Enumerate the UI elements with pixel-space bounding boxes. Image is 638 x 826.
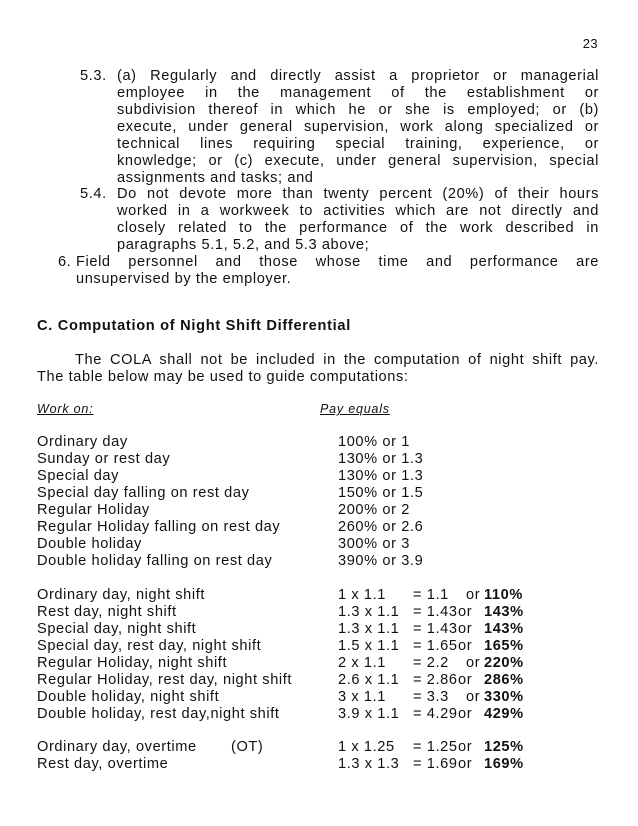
equals-cell: = 4.29 [413,706,458,722]
calc-cell: 1.3 x 1.1 [338,621,400,637]
table-row [0,519,638,536]
item-line: Do not devote more than twenty percent (20%) of their hours [117,186,599,202]
calc-cell: 1.5 x 1.1 [338,638,400,654]
percent-cell: 220% [484,655,524,671]
table-row [0,638,638,655]
table-row [0,739,638,756]
section-heading: C. Computation of Night Shift Differential [37,318,351,334]
table-row [0,756,638,773]
equals-cell: = 1.25 [413,739,458,755]
work-cell: Rest day, overtime [37,756,169,772]
pay-cell: 300% or 3 [338,536,410,552]
table-row [0,689,638,706]
table-row [0,587,638,604]
pay-cell: 100% or 1 [338,434,410,450]
pay-cell: 390% or 3.9 [338,553,424,569]
percent-cell: 110% [484,587,523,603]
table-row [0,672,638,689]
item-line: (a) Regularly and directly assist a proprietor or managerial [117,68,599,84]
table-row [0,553,638,570]
item-line: knowledge; or (c) execute, under general supervision, special [117,153,599,169]
or-cell: or [466,689,481,705]
or-cell: or [466,655,481,671]
equals-cell: = 1.69 [413,756,458,772]
work-cell: Regular Holiday, night shift [37,655,228,671]
work-cell: Double holiday, night shift [37,689,220,705]
table-row [0,468,638,485]
percent-cell: 165% [484,638,524,654]
work-cell: Double holiday, rest day,night shift [37,706,280,722]
item-line: Field personnel and those whose time and performance are [76,254,599,270]
table-row [0,536,638,553]
equals-cell: = 1.1 [413,587,449,603]
table-row [0,604,638,621]
ot-tag: (OT) [231,739,264,755]
work-cell: Rest day, night shift [37,604,177,620]
item-line: paragraphs 5.1, 5.2, and 5.3 above; [117,237,370,253]
work-cell: Regular Holiday falling on rest day [37,519,281,535]
item-number: 6. [58,254,72,270]
work-cell: Ordinary day, night shift [37,587,206,603]
item-line: assignments and tasks; and [117,170,314,186]
item-line: unsupervised by the employer. [76,271,292,287]
work-cell: Regular Holiday [37,502,150,518]
or-cell: or [466,587,481,603]
work-cell: Sunday or rest day [37,451,171,467]
table-row [0,485,638,502]
or-cell: or [458,739,473,755]
equals-cell: = 3.3 [413,689,449,705]
item-line: technical lines requiring special training, experience, or [117,136,599,152]
item-line: execute, under general supervision, work along specialized or [117,119,599,135]
intro-line: The COLA shall not be included in the computation of night shift pay. [75,352,599,368]
percent-cell: 286% [484,672,524,688]
percent-cell: 125% [484,739,524,755]
calc-cell: 1 x 1.25 [338,739,395,755]
calc-cell: 3.9 x 1.1 [338,706,400,722]
pay-cell: 150% or 1.5 [338,485,424,501]
or-cell: or [458,672,473,688]
percent-cell: 143% [484,604,524,620]
work-cell: Ordinary day, overtime [37,739,197,755]
calc-cell: 2.6 x 1.1 [338,672,400,688]
or-cell: or [458,706,473,722]
intro-line: The table below may be used to guide computations: [37,369,409,385]
item-line: worked in a workweek to activities which are not directly and [117,203,599,219]
item-number: 5.3. [80,68,107,84]
item-line: subdivision thereof in which he or she is employed; or (b) [117,102,599,118]
calc-cell: 1.3 x 1.3 [338,756,400,772]
percent-cell: 330% [484,689,524,705]
table-row [0,434,638,451]
pay-cell: 130% or 1.3 [338,451,424,467]
percent-cell: 429% [484,706,524,722]
pay-cell: 260% or 2.6 [338,519,424,535]
work-cell: Regular Holiday, rest day, night shift [37,672,293,688]
calc-cell: 1.3 x 1.1 [338,604,400,620]
table-row [0,451,638,468]
work-cell: Special day, rest day, night shift [37,638,262,654]
or-cell: or [458,756,473,772]
work-cell: Double holiday falling on rest day [37,553,273,569]
table-row [0,502,638,519]
page-number: 23 [582,36,598,51]
work-cell: Special day, night shift [37,621,197,637]
table-row [0,706,638,723]
col-header-pay-equals: Pay equals [320,402,390,416]
or-cell: or [458,621,473,637]
percent-cell: 143% [484,621,524,637]
pay-cell: 200% or 2 [338,502,410,518]
or-cell: or [458,638,473,654]
equals-cell: = 2.86 [413,672,458,688]
calc-cell: 2 x 1.1 [338,655,387,671]
calc-cell: 1 x 1.1 [338,587,387,603]
equals-cell: = 1.43 [413,621,458,637]
or-cell: or [458,604,473,620]
equals-cell: = 2.2 [413,655,449,671]
item-number: 5.4. [80,186,107,202]
pay-cell: 130% or 1.3 [338,468,424,484]
equals-cell: = 1.43 [413,604,458,620]
col-header-work-on: Work on: [37,402,94,416]
equals-cell: = 1.65 [413,638,458,654]
calc-cell: 3 x 1.1 [338,689,387,705]
table-row [0,621,638,638]
work-cell: Special day [37,468,120,484]
item-line: closely related to the performance of the work described in [117,220,599,236]
work-cell: Double holiday [37,536,142,552]
item-line: employee in the management of the establishment or [117,85,599,101]
work-cell: Special day falling on rest day [37,485,250,501]
percent-cell: 169% [484,756,524,772]
work-cell: Ordinary day [37,434,128,450]
table-row [0,655,638,672]
